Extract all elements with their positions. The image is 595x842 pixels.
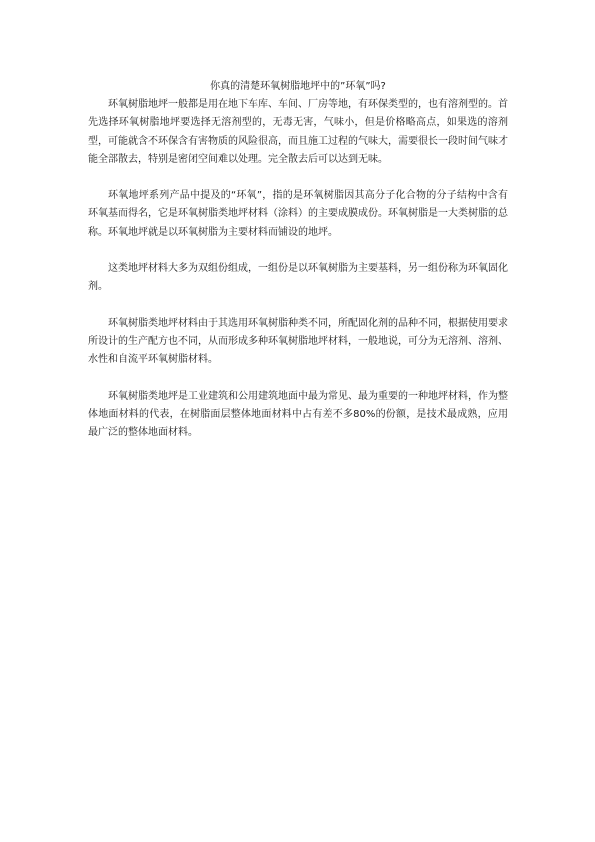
document-body xyxy=(88,78,508,442)
paragraph-2: 环氧地坪系列产品中提及的“环氧”，指的是环氧树脂因其高分子化合物的分子结构中含有环氧基而得名，它是环氧树脂类地坪材料（涂料）的主要成膜成份。环氧树脂是一大类树脂的总称。环氧地坪就是以环氧树脂为主要材料而铺设的地坪。 xyxy=(88,190,508,238)
paragraph-5: 环氧树脂类地坪是工业建筑和公用建筑地面中最为常见、最为重要的一种地坪材料，作为整体地面材料的代表，在树脂面层整体地面材料中占有差不多80%的份额，是技术最成熟，应用最广泛的整体地面材料。 xyxy=(88,390,508,439)
paragraph-1: 环氧树脂地坪一般都是用在地下车库、车间、厂房等地，有环保类型的，也有溶剂型的。首先选择环氧树脂地坪要选择无溶剂型的，无毒无害，气味小，但是价格略高点，如果选的溶剂型，可能就含不环保含有害物质的风险很高，而且施工过程的气味大，需要很长一段时间气味才能全部散去，特别是密闭空间难以处理。完全散去后可以达到无味。 xyxy=(88,99,508,165)
paragraph-4: 环氧树脂类地坪材料由于其选用环氧树脂种类不同，所配固化剂的品种不同，根据使用要求所设计的生产配方也不同，从而形成多种环氧树脂地坪材料，一般地说，可分为无溶剂、溶剂、水性和自流平环氧树脂材料。 xyxy=(88,317,508,366)
paragraph-3: 这类地坪材料大多为双组份组成，一组份是以环氧树脂为主要基料，另一组份称为环氧固化剂。 xyxy=(88,263,508,293)
document-title: 你真的清楚环氧树脂地坪中的”环氧”吗? xyxy=(210,81,386,92)
